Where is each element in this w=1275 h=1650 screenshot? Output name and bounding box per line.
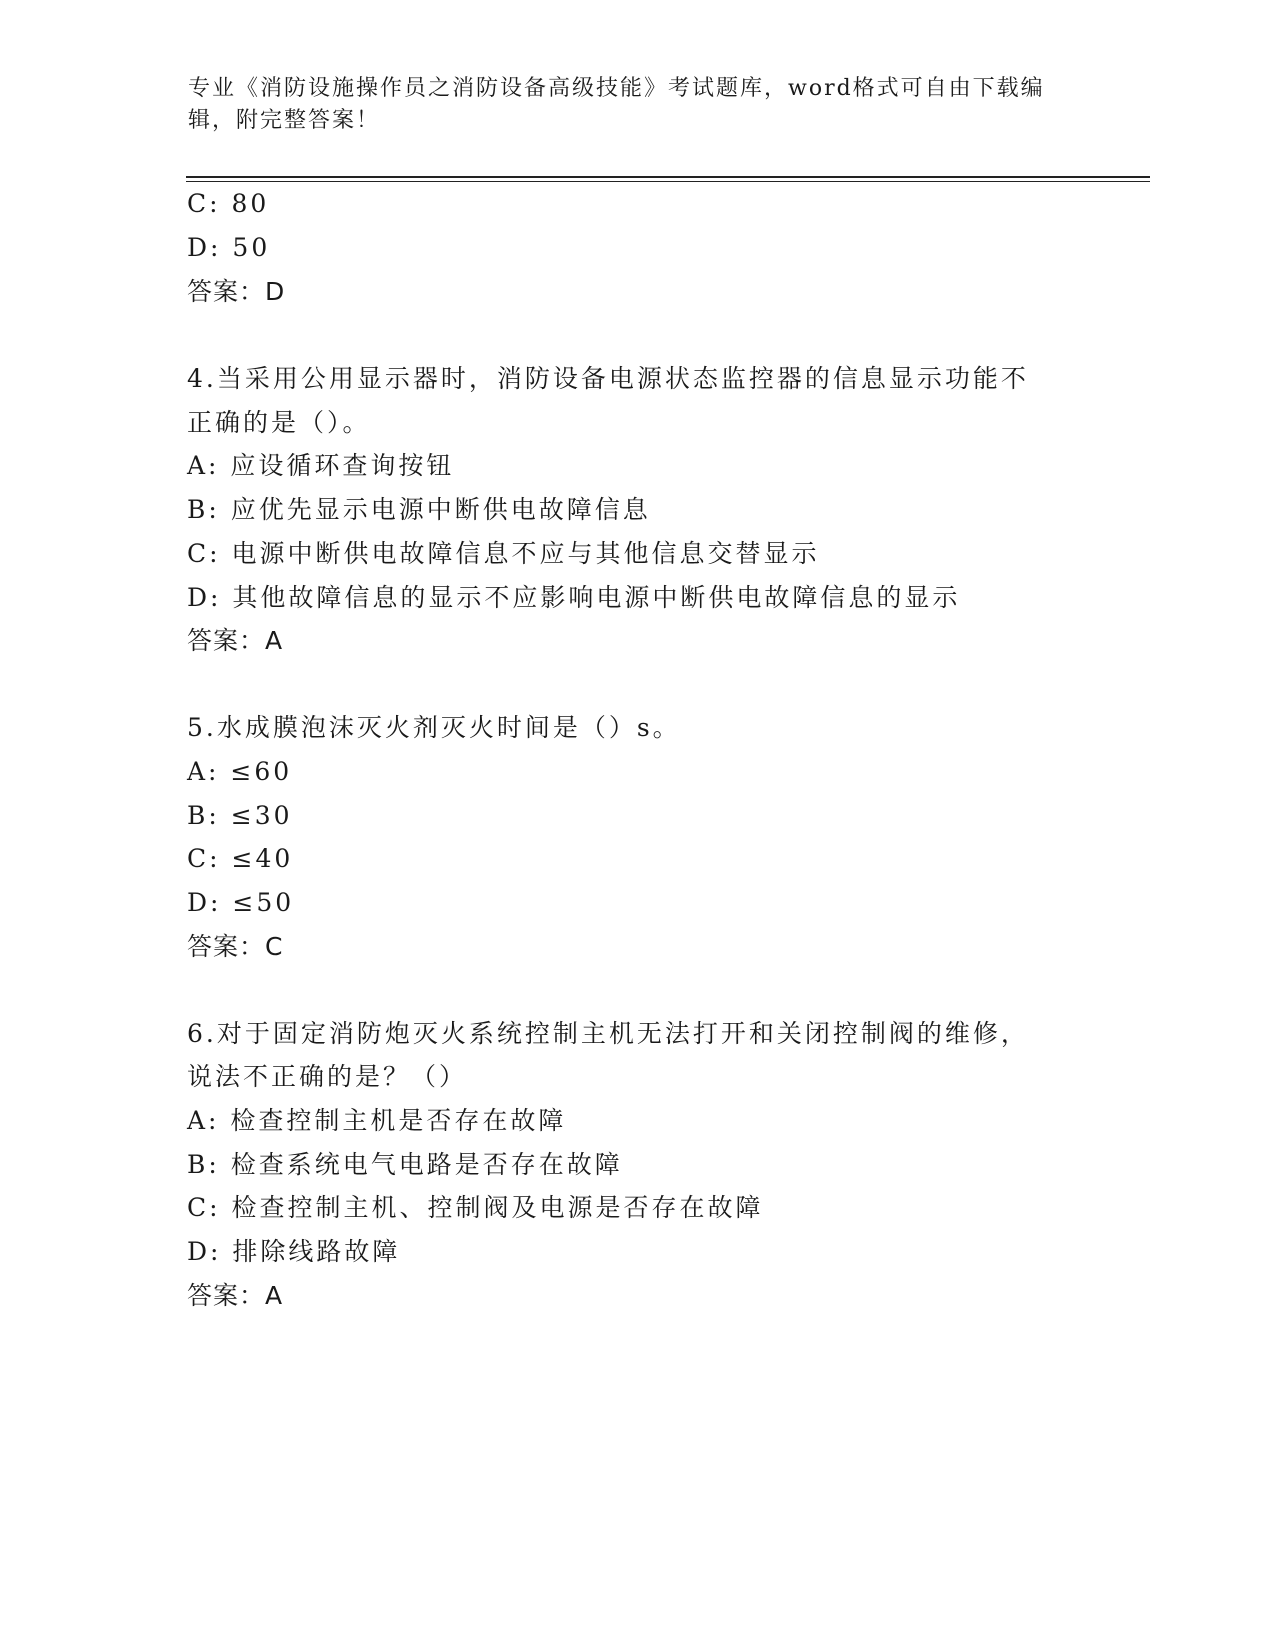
q4-option-c: C: 电源中断供电故障信息不应与其他信息交替显示 bbox=[187, 539, 820, 568]
header-divider-thick bbox=[186, 176, 1150, 178]
q6-answer: 答案：A bbox=[187, 1281, 284, 1310]
q4-answer: 答案：A bbox=[187, 626, 284, 655]
q6-option-d: D: 排除线路故障 bbox=[187, 1237, 401, 1266]
q4-option-a: A: 应设循环查询按钮 bbox=[187, 451, 455, 480]
q5-option-c: C: ≤40 bbox=[187, 844, 294, 873]
q6-stem-line-1: 6.对于固定消防炮灭火系统控制主机无法打开和关闭控制阀的维修， bbox=[187, 1019, 1029, 1048]
q4-stem-line-2: 正确的是（）。 bbox=[187, 408, 371, 437]
q5-option-d: D: ≤50 bbox=[187, 888, 295, 917]
q6-option-a: A: 检查控制主机是否存在故障 bbox=[187, 1106, 567, 1135]
q4-stem-line-1: 4.当采用公用显示器时，消防设备电源状态监控器的信息显示功能不 bbox=[187, 364, 1029, 393]
document-header bbox=[188, 73, 1068, 137]
q4-option-b: B: 应优先显示电源中断供电故障信息 bbox=[187, 495, 651, 524]
q3-option-c: C: 80 bbox=[187, 189, 270, 218]
q3-option-d: D: 50 bbox=[187, 233, 271, 262]
header-line-2: 辑，附完整答案！ bbox=[188, 108, 381, 133]
q4-option-d: D: 其他故障信息的显示不应影响电源中断供电故障信息的显示 bbox=[187, 583, 961, 612]
q5-stem-line-1: 5.水成膜泡沫灭火剂灭火时间是（）s。 bbox=[187, 713, 681, 742]
q6-option-c: C: 检查控制主机、控制阀及电源是否存在故障 bbox=[187, 1193, 764, 1222]
q5-option-a: A: ≤60 bbox=[187, 757, 293, 786]
q6-stem-line-2: 说法不正确的是？（） bbox=[187, 1062, 468, 1091]
header-line-1: 专业《消防设施操作员之消防设备高级技能》考试题库，word格式可自由下载编 bbox=[188, 76, 1045, 101]
header-divider-thin bbox=[186, 181, 1150, 182]
q6-option-b: B: 检查系统电气电路是否存在故障 bbox=[187, 1150, 623, 1179]
q5-answer: 答案：C bbox=[187, 932, 284, 961]
q5-option-b: B: ≤30 bbox=[187, 801, 293, 830]
q3-answer: 答案：D bbox=[187, 277, 286, 306]
